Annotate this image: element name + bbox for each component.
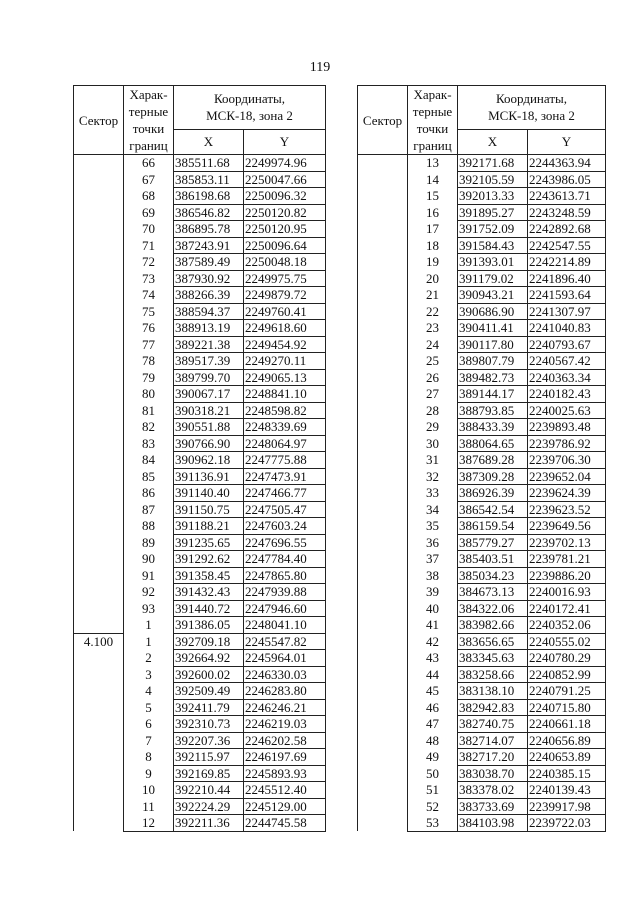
x-coordinate-cell: 385511.68	[174, 155, 244, 172]
y-coordinate-cell: 2247696.55	[244, 534, 326, 551]
y-coordinate-cell: 2239781.21	[528, 551, 606, 568]
header-char-points	[408, 86, 458, 155]
header-char-line: точки	[132, 121, 165, 136]
y-coordinate-cell: 2241307.97	[528, 303, 606, 320]
header-char-line: Харак-	[413, 87, 452, 102]
y-coordinate-cell: 2249760.41	[244, 303, 326, 320]
y-coordinate-cell: 2246330.03	[244, 666, 326, 683]
y-coordinate-cell: 2241896.40	[528, 270, 606, 287]
point-number-cell: 11	[124, 798, 174, 815]
x-coordinate-cell: 390067.17	[174, 386, 244, 403]
x-coordinate-cell: 391432.43	[174, 584, 244, 601]
point-number-cell: 28	[408, 402, 458, 419]
y-coordinate-cell: 2240172.41	[528, 600, 606, 617]
x-coordinate-cell: 388913.19	[174, 320, 244, 337]
point-number-cell: 43	[408, 650, 458, 667]
y-coordinate-cell: 2239917.98	[528, 798, 606, 815]
header-y: Y	[528, 129, 606, 154]
point-number-cell: 9	[124, 765, 174, 782]
y-coordinate-cell: 2249879.72	[244, 287, 326, 304]
point-number-cell: 71	[124, 237, 174, 254]
y-coordinate-cell: 2242214.89	[528, 254, 606, 271]
x-coordinate-cell: 392411.79	[174, 699, 244, 716]
x-coordinate-cell: 392171.68	[458, 155, 528, 172]
y-coordinate-cell: 2240656.89	[528, 732, 606, 749]
x-coordinate-cell: 384103.98	[458, 815, 528, 832]
x-coordinate-cell: 382942.83	[458, 699, 528, 716]
coordinates-table-left	[73, 85, 326, 832]
y-coordinate-cell: 2239652.04	[528, 468, 606, 485]
x-coordinate-cell: 387309.28	[458, 468, 528, 485]
x-coordinate-cell: 387689.28	[458, 452, 528, 469]
point-number-cell: 14	[408, 171, 458, 188]
y-coordinate-cell: 2249975.75	[244, 270, 326, 287]
point-number-cell: 74	[124, 287, 174, 304]
x-coordinate-cell: 386546.82	[174, 204, 244, 221]
x-coordinate-cell: 385403.51	[458, 551, 528, 568]
y-coordinate-cell: 2249065.13	[244, 369, 326, 386]
point-number-cell: 45	[408, 683, 458, 700]
x-coordinate-cell: 388793.85	[458, 402, 528, 419]
x-coordinate-cell: 390117.80	[458, 336, 528, 353]
y-coordinate-cell: 2241040.83	[528, 320, 606, 337]
x-coordinate-cell: 390962.18	[174, 452, 244, 469]
point-number-cell: 90	[124, 551, 174, 568]
x-coordinate-cell: 386198.68	[174, 188, 244, 205]
point-number-cell: 29	[408, 419, 458, 436]
point-number-cell: 76	[124, 320, 174, 337]
point-number-cell: 4	[124, 683, 174, 700]
y-coordinate-cell: 2249454.92	[244, 336, 326, 353]
point-number-cell: 1	[124, 617, 174, 634]
y-coordinate-cell: 2249974.96	[244, 155, 326, 172]
y-coordinate-cell: 2250047.66	[244, 171, 326, 188]
y-coordinate-cell: 2239893.48	[528, 419, 606, 436]
x-coordinate-cell: 392207.36	[174, 732, 244, 749]
x-coordinate-cell: 391393.01	[458, 254, 528, 271]
x-coordinate-cell: 392664.92	[174, 650, 244, 667]
y-coordinate-cell: 2239786.92	[528, 435, 606, 452]
point-number-cell: 68	[124, 188, 174, 205]
table-row	[358, 155, 606, 172]
point-number-cell: 53	[408, 815, 458, 832]
header-x: X	[174, 129, 244, 154]
x-coordinate-cell: 391440.72	[174, 600, 244, 617]
point-number-cell: 50	[408, 765, 458, 782]
y-coordinate-cell: 2248841.10	[244, 386, 326, 403]
x-coordinate-cell: 391292.62	[174, 551, 244, 568]
point-number-cell: 48	[408, 732, 458, 749]
x-coordinate-cell: 386542.54	[458, 501, 528, 518]
point-number-cell: 88	[124, 518, 174, 535]
header-coord-line: Координаты,	[496, 91, 567, 107]
y-coordinate-cell: 2250096.64	[244, 237, 326, 254]
x-coordinate-cell: 385853.11	[174, 171, 244, 188]
table-row	[74, 633, 326, 650]
header-coord-line: Координаты,	[214, 91, 285, 107]
y-coordinate-cell: 2248064.97	[244, 435, 326, 452]
point-number-cell: 31	[408, 452, 458, 469]
x-coordinate-cell: 391140.40	[174, 485, 244, 502]
x-coordinate-cell: 392709.18	[174, 633, 244, 650]
y-coordinate-cell: 2245893.93	[244, 765, 326, 782]
sector-cell	[74, 155, 124, 634]
x-coordinate-cell: 390551.88	[174, 419, 244, 436]
y-coordinate-cell: 2245129.00	[244, 798, 326, 815]
y-coordinate-cell: 2248041.10	[244, 617, 326, 634]
x-coordinate-cell: 392211.36	[174, 815, 244, 832]
x-coordinate-cell: 390943.21	[458, 287, 528, 304]
y-coordinate-cell: 2239886.20	[528, 567, 606, 584]
point-number-cell: 7	[124, 732, 174, 749]
x-coordinate-cell: 388064.65	[458, 435, 528, 452]
point-number-cell: 87	[124, 501, 174, 518]
point-number-cell: 17	[408, 221, 458, 238]
point-number-cell: 20	[408, 270, 458, 287]
x-coordinate-cell: 386895.78	[174, 221, 244, 238]
table-body	[74, 155, 326, 832]
point-number-cell: 6	[124, 716, 174, 733]
point-number-cell: 16	[408, 204, 458, 221]
y-coordinate-cell: 2246283.80	[244, 683, 326, 700]
y-coordinate-cell: 2247466.77	[244, 485, 326, 502]
point-number-cell: 5	[124, 699, 174, 716]
y-coordinate-cell: 2247505.47	[244, 501, 326, 518]
y-coordinate-cell: 2247939.88	[244, 584, 326, 601]
header-char-line: Харак-	[129, 87, 168, 102]
y-coordinate-cell: 2247603.24	[244, 518, 326, 535]
point-number-cell: 81	[124, 402, 174, 419]
point-number-cell: 47	[408, 716, 458, 733]
x-coordinate-cell: 383258.66	[458, 666, 528, 683]
header-char-line: терные	[412, 104, 453, 119]
x-coordinate-cell: 391895.27	[458, 204, 528, 221]
x-coordinate-cell: 383138.10	[458, 683, 528, 700]
x-coordinate-cell: 388594.37	[174, 303, 244, 320]
point-number-cell: 39	[408, 584, 458, 601]
x-coordinate-cell: 386159.54	[458, 518, 528, 535]
x-coordinate-cell: 386926.39	[458, 485, 528, 502]
y-coordinate-cell: 2247865.80	[244, 567, 326, 584]
y-coordinate-cell: 2247775.88	[244, 452, 326, 469]
header-char-line: точки	[416, 121, 449, 136]
y-coordinate-cell: 2249270.11	[244, 353, 326, 370]
y-coordinate-cell: 2239624.39	[528, 485, 606, 502]
point-number-cell: 79	[124, 369, 174, 386]
point-number-cell: 8	[124, 749, 174, 766]
x-coordinate-cell: 383038.70	[458, 765, 528, 782]
y-coordinate-cell: 2245512.40	[244, 782, 326, 799]
y-coordinate-cell: 2245964.01	[244, 650, 326, 667]
y-coordinate-cell: 2240016.93	[528, 584, 606, 601]
y-coordinate-cell: 2250096.32	[244, 188, 326, 205]
point-number-cell: 27	[408, 386, 458, 403]
x-coordinate-cell: 392115.97	[174, 749, 244, 766]
page-number: 119	[309, 60, 331, 75]
header-sector: Сектор	[74, 86, 124, 155]
x-coordinate-cell: 389517.39	[174, 353, 244, 370]
point-number-cell: 75	[124, 303, 174, 320]
y-coordinate-cell: 2241593.64	[528, 287, 606, 304]
y-coordinate-cell: 2242892.68	[528, 221, 606, 238]
y-coordinate-cell: 2240385.15	[528, 765, 606, 782]
point-number-cell: 12	[124, 815, 174, 832]
point-number-cell: 25	[408, 353, 458, 370]
x-coordinate-cell: 387930.92	[174, 270, 244, 287]
x-coordinate-cell: 385779.27	[458, 534, 528, 551]
point-number-cell: 78	[124, 353, 174, 370]
point-number-cell: 72	[124, 254, 174, 271]
x-coordinate-cell: 391150.75	[174, 501, 244, 518]
point-number-cell: 83	[124, 435, 174, 452]
y-coordinate-cell: 2240852.99	[528, 666, 606, 683]
y-coordinate-cell: 2240715.80	[528, 699, 606, 716]
point-number-cell: 32	[408, 468, 458, 485]
point-number-cell: 37	[408, 551, 458, 568]
x-coordinate-cell: 384673.13	[458, 584, 528, 601]
header-char-points	[124, 86, 174, 155]
x-coordinate-cell: 389807.79	[458, 353, 528, 370]
point-number-cell: 33	[408, 485, 458, 502]
y-coordinate-cell: 2250120.95	[244, 221, 326, 238]
point-number-cell: 19	[408, 254, 458, 271]
point-number-cell: 22	[408, 303, 458, 320]
x-coordinate-cell: 385034.23	[458, 567, 528, 584]
y-coordinate-cell: 2240791.25	[528, 683, 606, 700]
point-number-cell: 15	[408, 188, 458, 205]
x-coordinate-cell: 391188.21	[174, 518, 244, 535]
x-coordinate-cell: 383378.02	[458, 782, 528, 799]
point-number-cell: 52	[408, 798, 458, 815]
x-coordinate-cell: 390318.21	[174, 402, 244, 419]
y-coordinate-cell: 2240793.67	[528, 336, 606, 353]
y-coordinate-cell: 2240139.43	[528, 782, 606, 799]
x-coordinate-cell: 392600.02	[174, 666, 244, 683]
coordinates-table-right	[357, 85, 606, 832]
header-coord-line: МСК-18, зона 2	[206, 108, 293, 124]
x-coordinate-cell: 384322.06	[458, 600, 528, 617]
point-number-cell: 13	[408, 155, 458, 172]
x-coordinate-cell: 383982.66	[458, 617, 528, 634]
header-coordinates	[458, 86, 606, 130]
table-header	[358, 86, 606, 155]
x-coordinate-cell: 392210.44	[174, 782, 244, 799]
x-coordinate-cell: 390686.90	[458, 303, 528, 320]
y-coordinate-cell: 2248598.82	[244, 402, 326, 419]
table-body	[358, 155, 606, 832]
point-number-cell: 82	[124, 419, 174, 436]
point-number-cell: 80	[124, 386, 174, 403]
y-coordinate-cell: 2240025.63	[528, 402, 606, 419]
y-coordinate-cell: 2243248.59	[528, 204, 606, 221]
y-coordinate-cell: 2239649.56	[528, 518, 606, 535]
header-coordinates	[174, 86, 326, 130]
y-coordinate-cell: 2240567.42	[528, 353, 606, 370]
y-coordinate-cell: 2247784.40	[244, 551, 326, 568]
point-number-cell: 85	[124, 468, 174, 485]
point-number-cell: 44	[408, 666, 458, 683]
y-coordinate-cell: 2250120.82	[244, 204, 326, 221]
point-number-cell: 24	[408, 336, 458, 353]
y-coordinate-cell: 2244363.94	[528, 155, 606, 172]
y-coordinate-cell: 2246202.58	[244, 732, 326, 749]
y-coordinate-cell: 2239623.52	[528, 501, 606, 518]
point-number-cell: 40	[408, 600, 458, 617]
point-number-cell: 46	[408, 699, 458, 716]
point-number-cell: 93	[124, 600, 174, 617]
x-coordinate-cell: 390411.41	[458, 320, 528, 337]
point-number-cell: 36	[408, 534, 458, 551]
y-coordinate-cell: 2240363.34	[528, 369, 606, 386]
point-number-cell: 84	[124, 452, 174, 469]
x-coordinate-cell: 392310.73	[174, 716, 244, 733]
x-coordinate-cell: 392013.33	[458, 188, 528, 205]
y-coordinate-cell: 2242547.55	[528, 237, 606, 254]
x-coordinate-cell: 387589.49	[174, 254, 244, 271]
y-coordinate-cell: 2239702.13	[528, 534, 606, 551]
y-coordinate-cell: 2244745.58	[244, 815, 326, 832]
x-coordinate-cell: 389482.73	[458, 369, 528, 386]
x-coordinate-cell: 391235.65	[174, 534, 244, 551]
y-coordinate-cell: 2246219.03	[244, 716, 326, 733]
point-number-cell: 67	[124, 171, 174, 188]
point-number-cell: 21	[408, 287, 458, 304]
y-coordinate-cell: 2239722.03	[528, 815, 606, 832]
sector-cell	[358, 155, 408, 832]
table-row	[74, 155, 326, 172]
point-number-cell: 86	[124, 485, 174, 502]
x-coordinate-cell: 382740.75	[458, 716, 528, 733]
x-coordinate-cell: 388266.39	[174, 287, 244, 304]
point-number-cell: 23	[408, 320, 458, 337]
header-y: Y	[244, 129, 326, 154]
x-coordinate-cell: 392509.49	[174, 683, 244, 700]
x-coordinate-cell: 389799.70	[174, 369, 244, 386]
header-char-line: границ	[413, 138, 452, 153]
y-coordinate-cell: 2246197.69	[244, 749, 326, 766]
y-coordinate-cell: 2250048.18	[244, 254, 326, 271]
point-number-cell: 41	[408, 617, 458, 634]
header-x: X	[458, 129, 528, 154]
x-coordinate-cell: 389144.17	[458, 386, 528, 403]
header-coord-line: МСК-18, зона 2	[488, 108, 575, 124]
point-number-cell: 73	[124, 270, 174, 287]
y-coordinate-cell: 2247473.91	[244, 468, 326, 485]
y-coordinate-cell: 2240780.29	[528, 650, 606, 667]
y-coordinate-cell: 2243613.71	[528, 188, 606, 205]
point-number-cell: 35	[408, 518, 458, 535]
x-coordinate-cell: 383345.63	[458, 650, 528, 667]
point-number-cell: 91	[124, 567, 174, 584]
y-coordinate-cell: 2240182.43	[528, 386, 606, 403]
y-coordinate-cell: 2246246.21	[244, 699, 326, 716]
x-coordinate-cell: 392224.29	[174, 798, 244, 815]
y-coordinate-cell: 2240653.89	[528, 749, 606, 766]
point-number-cell: 51	[408, 782, 458, 799]
point-number-cell: 42	[408, 633, 458, 650]
point-number-cell: 49	[408, 749, 458, 766]
point-number-cell: 89	[124, 534, 174, 551]
point-number-cell: 18	[408, 237, 458, 254]
point-number-cell: 10	[124, 782, 174, 799]
x-coordinate-cell: 387243.91	[174, 237, 244, 254]
point-number-cell: 34	[408, 501, 458, 518]
header-char-line: терные	[128, 104, 169, 119]
x-coordinate-cell: 382717.20	[458, 749, 528, 766]
x-coordinate-cell: 383656.65	[458, 633, 528, 650]
x-coordinate-cell: 389221.38	[174, 336, 244, 353]
point-number-cell: 30	[408, 435, 458, 452]
x-coordinate-cell: 391136.91	[174, 468, 244, 485]
y-coordinate-cell: 2245547.82	[244, 633, 326, 650]
x-coordinate-cell: 382714.07	[458, 732, 528, 749]
x-coordinate-cell: 391752.09	[458, 221, 528, 238]
sector-cell: 4.100	[74, 633, 124, 831]
point-number-cell: 77	[124, 336, 174, 353]
point-number-cell: 66	[124, 155, 174, 172]
y-coordinate-cell: 2248339.69	[244, 419, 326, 436]
header-char-line: границ	[129, 138, 168, 153]
x-coordinate-cell: 390766.90	[174, 435, 244, 452]
x-coordinate-cell: 383733.69	[458, 798, 528, 815]
y-coordinate-cell: 2240555.02	[528, 633, 606, 650]
point-number-cell: 70	[124, 221, 174, 238]
y-coordinate-cell: 2247946.60	[244, 600, 326, 617]
point-number-cell: 2	[124, 650, 174, 667]
y-coordinate-cell: 2243986.05	[528, 171, 606, 188]
point-number-cell: 3	[124, 666, 174, 683]
x-coordinate-cell: 391386.05	[174, 617, 244, 634]
x-coordinate-cell: 391179.02	[458, 270, 528, 287]
point-number-cell: 92	[124, 584, 174, 601]
table-header	[74, 86, 326, 155]
point-number-cell: 1	[124, 633, 174, 650]
x-coordinate-cell: 388433.39	[458, 419, 528, 436]
y-coordinate-cell: 2249618.60	[244, 320, 326, 337]
y-coordinate-cell: 2239706.30	[528, 452, 606, 469]
point-number-cell: 26	[408, 369, 458, 386]
point-number-cell: 69	[124, 204, 174, 221]
point-number-cell: 38	[408, 567, 458, 584]
x-coordinate-cell: 391358.45	[174, 567, 244, 584]
x-coordinate-cell: 392105.59	[458, 171, 528, 188]
header-sector: Сектор	[358, 86, 408, 155]
x-coordinate-cell: 391584.43	[458, 237, 528, 254]
y-coordinate-cell: 2240352.06	[528, 617, 606, 634]
x-coordinate-cell: 392169.85	[174, 765, 244, 782]
y-coordinate-cell: 2240661.18	[528, 716, 606, 733]
